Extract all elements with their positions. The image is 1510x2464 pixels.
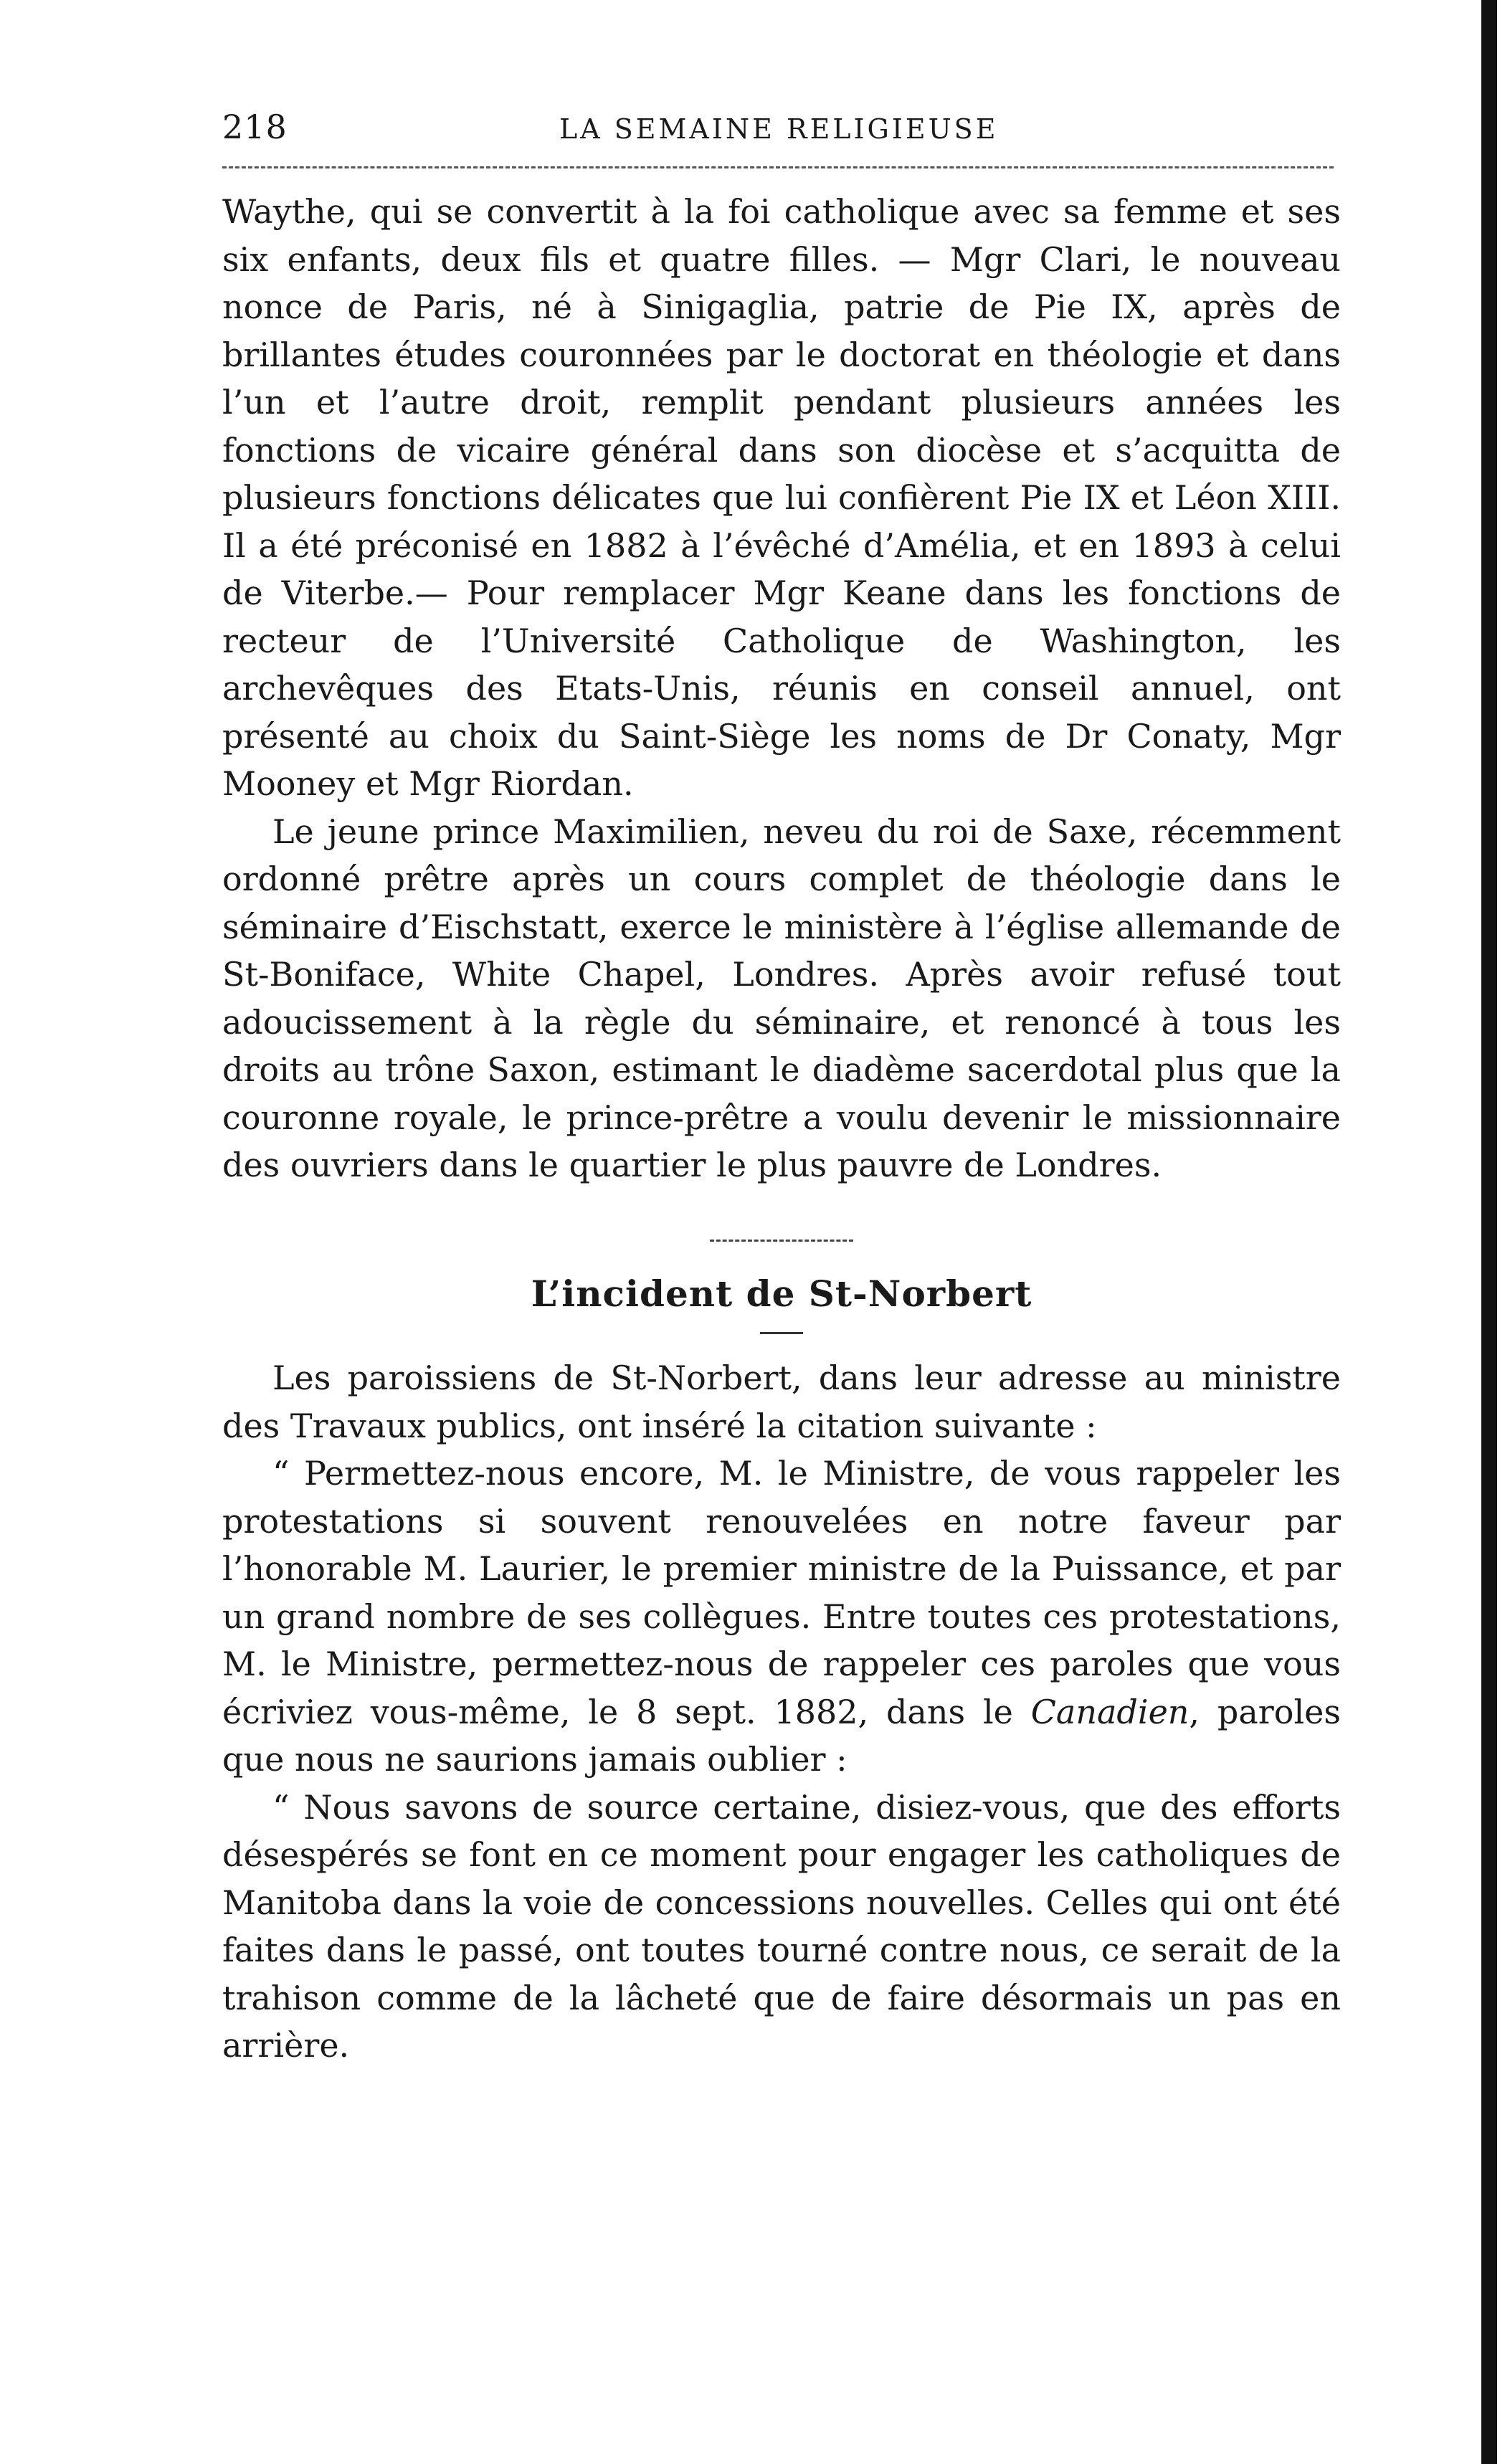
page-number: 218 [222,108,288,146]
section-paragraph-quote-1 [222,1450,1341,1784]
paragraph-2: Le jeune prince Maximilien, neveu du roi de Saxe, récemment ordonné prêtre après un cours complet de théologie dans le séminaire d’Eischstatt, exerce le ministère à l’église allemande de St-Boniface, White Chapel, Londres. Après avoir refusé tout adoucissement à la règle du séminaire, et renoncé à tous les droits au trône Saxon, estimant le diadème sacerdotal plus que la couronne royale, le prince-prêtre a voulu devenir le missionnaire des ouvriers dans le quartier le plus pauvre de Londres. [222,812,1341,1184]
quote-1-text-after: , paroles que nous ne saurions jamais oublier : [222,1692,1341,1779]
section-paragraph-quote-2: “ Nous savons de source certaine, disiez-vous, que des efforts désespérés se font en ce moment pour engager les catholiques de Manitoba dans la voie de concessions nouvelles. Celles qui ont été faites dans le passé, ont toutes tourné contre nous, ce serait de la trahison comme de la lâcheté que de faire désormais un pas en arrière. [222,1787,1341,2065]
section-title: L’incident de St-Norbert [531,1272,1032,1315]
newspaper-title: Canadien [1030,1692,1190,1731]
page-edge-shadow [1481,0,1497,2464]
section-separator [710,1240,853,1242]
section-paragraph-intro: Les paroissiens de St-Norbert, dans leur adresse au ministre des Travaux publics, ont inséré la citation suivante : [222,1359,1341,1445]
body-text [222,188,1341,2070]
quote-1-text-before: “ Permettez-nous encore, M. le Ministre, de vous rappeler les protestations si souvent renouvelées en notre faveur par l’honorable M. Laurier, le premier ministre de la Puissance, et par un grand nombre de ses collègues. Entre toutes ces protestations, M. le Ministre, permettez-nous de rappeler ces paroles que vous écriviez vous-même, le 8 sept. 1882, dans le [222,1454,1341,1731]
header-rule [222,166,1334,168]
running-header [222,108,1334,158]
title-rule [760,1332,803,1334]
running-title: LA SEMAINE RELIGIEUSE [559,113,999,145]
paragraph-1: Waythe, qui se convertit à la foi catholique avec sa femme et ses six enfants, deux fils et quatre filles. — Mgr Clari, le nouveau nonce de Paris, né à Sinigaglia, patrie de Pie IX, après de brillantes études couronnées par le doctorat en théologie et dans l’un et l’autre droit, remplit pendant plusieurs années les fonctions de vicaire général dans son diocèse et s’acquitta de plusieurs fonctions délicates que lui confièrent Pie IX et Léon XIII. Il a été préconisé en 1882 à l’évêché d’Amélia, et en 1893 à celui de Viterbe.— Pour remplacer Mgr Keane dans les fonctions de recteur de l’Université Catholique de Washington, les archevêques des Etats-Unis, réunis en conseil annuel, ont présenté au choix du Saint-Siège les noms de Dr Conaty, Mgr Mooney et Mgr Riordan. [222,192,1341,803]
